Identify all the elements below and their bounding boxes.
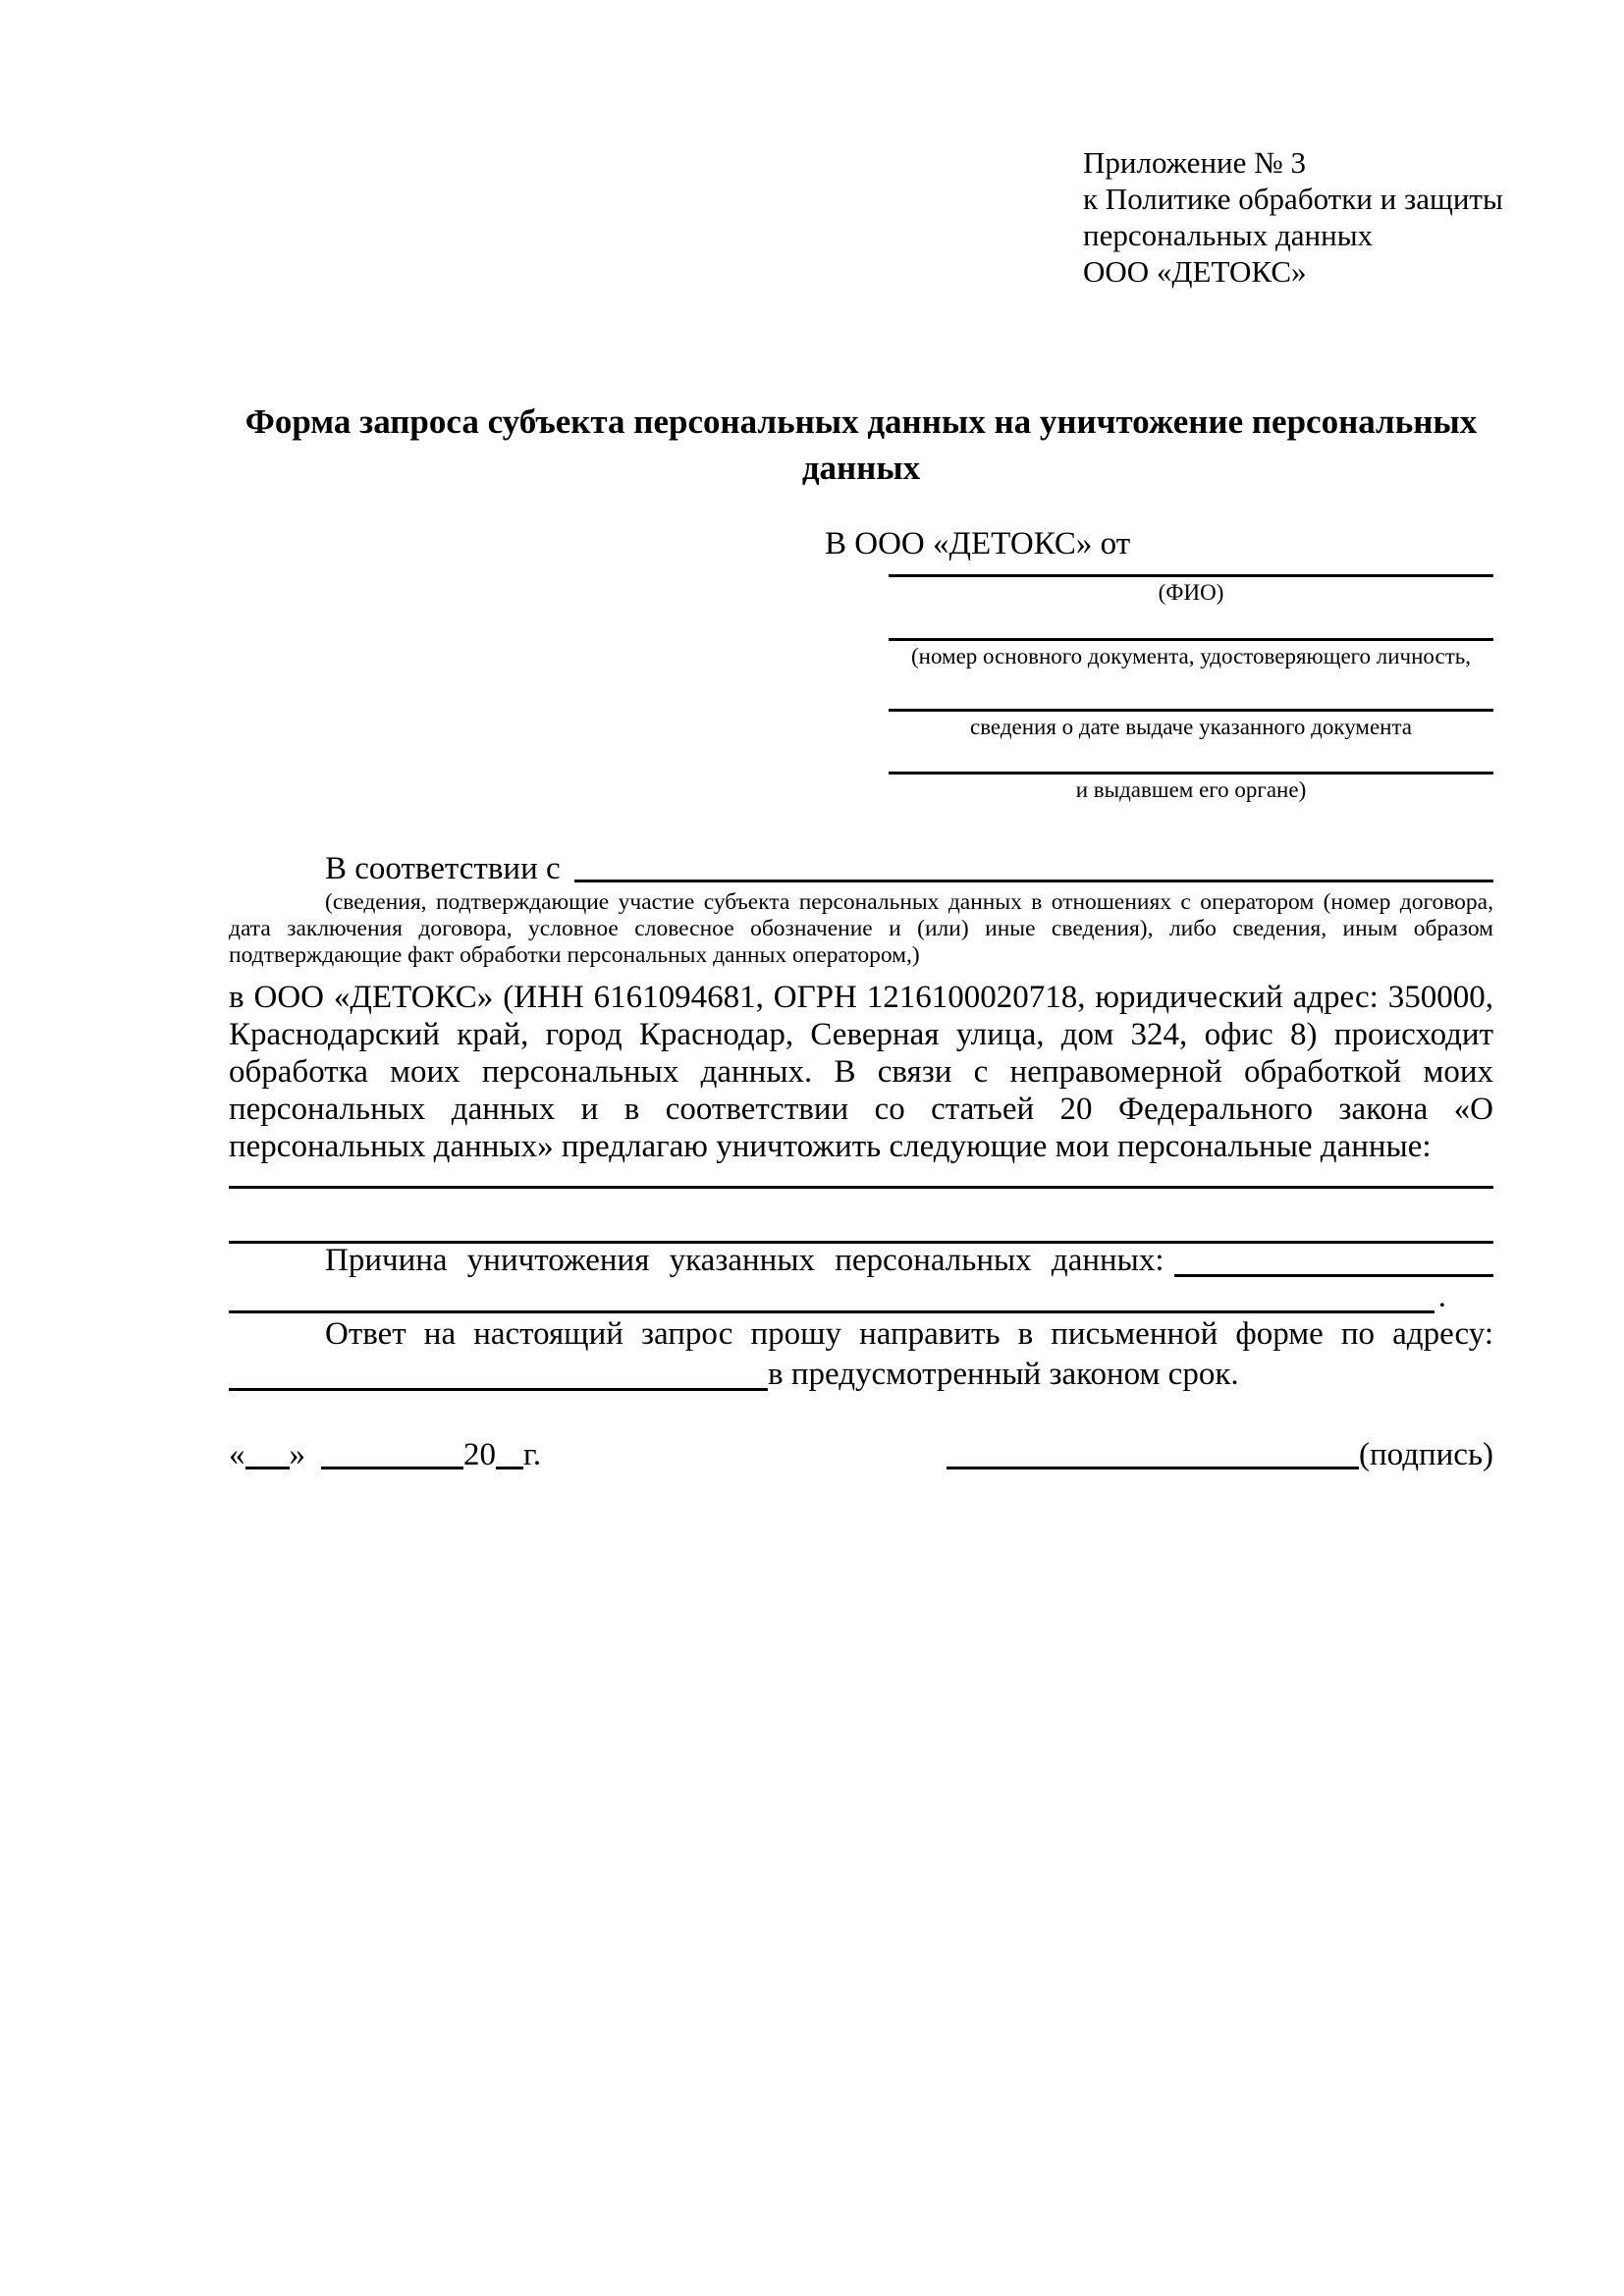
signature-field — [947, 1436, 1493, 1473]
year-blank-line — [496, 1467, 523, 1469]
appendix-line-1: Приложение № 3 — [1083, 145, 1306, 180]
sentence-period: . — [1437, 1279, 1446, 1314]
request-paragraph: в ООО «ДЕТОКС» (ИНН 6161094681, ОГРН 1216100020718, юридический адрес: 350000, Краснодарский край, город Краснодар, Северная улица, дом 324, офис 8) происходит обработка моих персональных данных. В связи с неправомерной обработкой моих персональных данных и в соответствии со статьей 20 Федерального закона «О персональных данных» предлагаю уничтожить следующие мои персональные данные: — [229, 980, 1493, 1164]
body-text — [229, 850, 1493, 1473]
date-field — [229, 1436, 541, 1473]
issuing-authority-blank-field — [889, 772, 1493, 803]
reason-continuation-row — [229, 1279, 1446, 1315]
response-address-row — [229, 1353, 1493, 1393]
footer-row — [229, 1436, 1493, 1473]
day-blank-line — [245, 1467, 290, 1469]
appendix-line-4: ООО «ДЕТОКС» — [1083, 254, 1307, 289]
address-blank-line — [229, 1388, 768, 1391]
doc-number-blank-field — [889, 638, 1493, 669]
signature-caption: (подпись) — [1359, 1437, 1493, 1472]
reason-label: Причина уничтожения указанных персональных данных: — [325, 1243, 1164, 1278]
recipient-line: В ООО «ДЕТОКС» от — [825, 526, 1131, 561]
personal-data-blank-line-2 — [229, 1189, 1493, 1244]
appendix-block — [1083, 144, 1503, 290]
month-blank-line — [321, 1467, 463, 1469]
response-request-line: Ответ на настоящий запрос прошу направить в письменной форме по адресу: — [325, 1316, 1493, 1352]
response-tail: в предусмотренный законом срок. — [768, 1357, 1239, 1392]
issue-date-caption: сведения о дате выдаче указанного документа — [969, 715, 1413, 739]
personal-data-blank-line-1 — [229, 1165, 1493, 1189]
accordance-blank-line — [574, 880, 1493, 882]
accordance-row — [229, 850, 1493, 887]
appendix-line-3: персональных данных — [1083, 218, 1374, 252]
reason-blank-line-2 — [229, 1310, 1435, 1313]
fio-blank-field — [889, 574, 1493, 606]
signature-blank-line — [947, 1467, 1359, 1469]
date-quote-open: « — [229, 1437, 245, 1472]
year-prefix: 20 — [463, 1437, 496, 1472]
reason-row — [229, 1244, 1493, 1279]
year-suffix: г. — [523, 1437, 542, 1472]
issuing-authority-caption: и выдавшем его органе) — [1075, 777, 1307, 802]
appendix-line-2: к Политике обработки и защиты — [1083, 182, 1503, 216]
fio-caption: (ФИО) — [1158, 580, 1224, 605]
issue-date-blank-field — [889, 709, 1493, 740]
accordance-label: В соответствии с — [325, 851, 561, 886]
doc-number-caption: (номер основного документа, удостоверяющего личность, — [910, 644, 1471, 668]
date-quote-close: » — [289, 1437, 305, 1472]
accordance-note: (сведения, подтверждающие участие субъекта персональных данных в отношениях с оператором (номер договора, дата заключения договора, условное словесное обозначение и (или) иные сведения), либо сведения, иным образом подтверждающие факт обработки персональных данных оператором,) — [229, 889, 1493, 968]
form-title: Форма запроса субъекта персональных данных на уничтожение персональных данных — [244, 402, 1478, 487]
reason-blank-line — [1174, 1274, 1493, 1277]
